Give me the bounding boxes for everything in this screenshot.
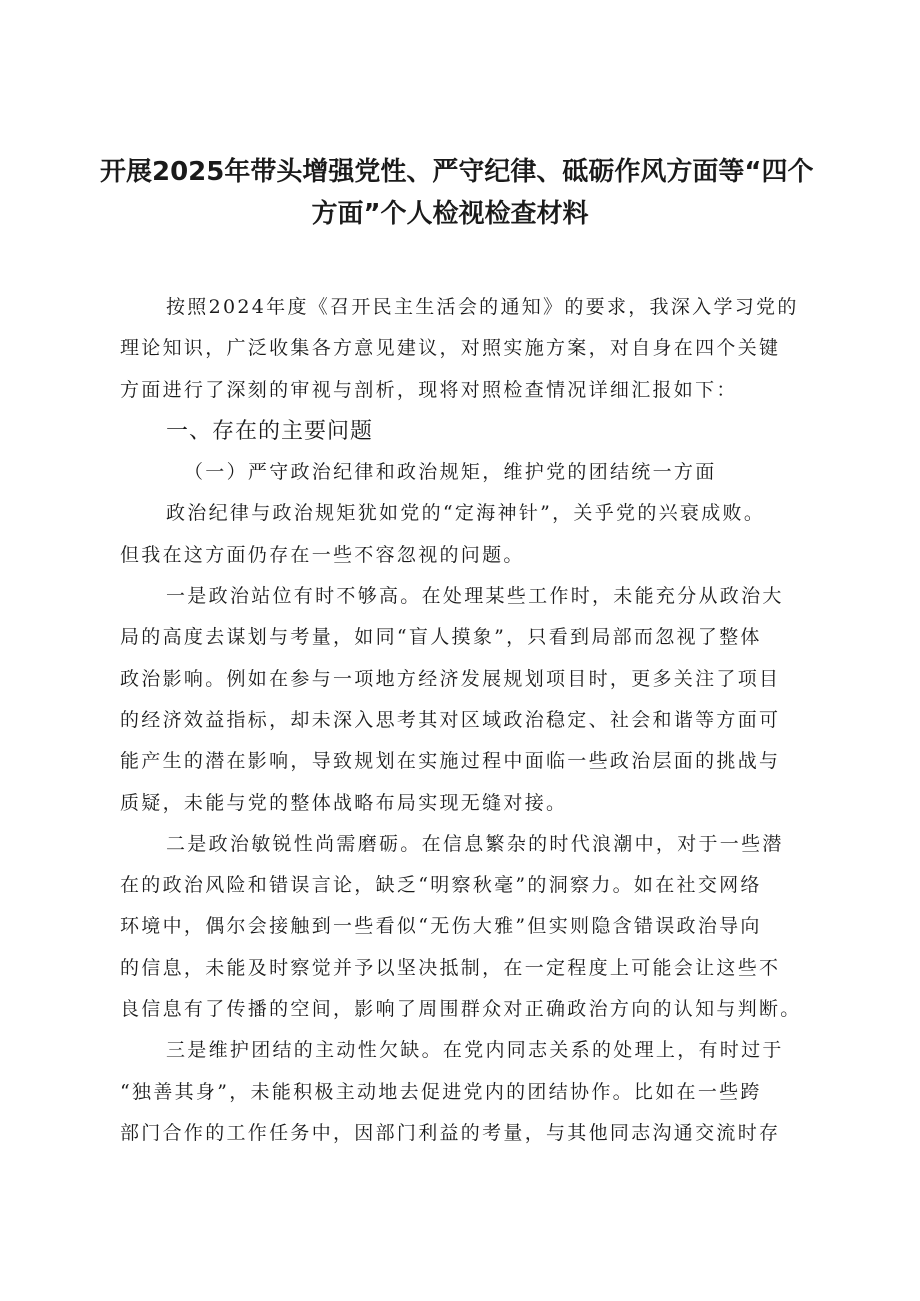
subsection-heading: （一）严守政治纪律和政治规矩，维护党的团结统一方面	[184, 461, 717, 484]
paragraph-line: 三是维护团结的主动性欠缺。在党内同志关系的处理上，有时过于	[166, 1039, 784, 1062]
paragraph-line: 政治影响。例如在参与一项地方经济发展规划项目时，更多关注了项目	[120, 667, 781, 690]
paragraph-line: “独善其身”，未能积极主动地去促进党内的团结协作。比如在一些跨	[120, 1080, 762, 1103]
paragraph-line: 良信息有了传播的空间，影响了周围群众对正确政治方向的认知与判断。	[120, 998, 802, 1021]
paragraph-line: 一是政治站位有时不够高。在处理某些工作时，未能充分从政治大	[166, 585, 784, 608]
paragraph-line: 的经济效益指标，却未深入思考其对区域政治稳定、社会和谐等方面可	[120, 708, 781, 731]
paragraph-line: 二是政治敏锐性尚需磨砺。在信息繁杂的时代浪潮中，对于一些潜	[166, 832, 784, 855]
paragraph-line: 局的高度去谋划与考量，如同“盲人摸象”，只看到局部而忽视了整体	[120, 626, 762, 649]
paragraph-line: 政治纪律与政治规矩犹如党的“定海神针”，关乎党的兴衰成败。	[166, 502, 766, 525]
paragraph-line: 能产生的潜在影响，导致规划在实施过程中面临一些政治层面的挑战与	[120, 750, 781, 773]
paragraph-line: 方面进行了深刻的审视与剖析，现将对照检查情况详细汇报如下：	[120, 378, 738, 401]
paragraph-line: 但我在这方面仍存在一些不容忽视的问题。	[120, 543, 525, 566]
paragraph-line: 环境中，偶尔会接触到一些看似“无伤大雅”但实则隐含错误政治导向	[120, 915, 762, 938]
paragraph-line: 部门合作的工作任务中，因部门利益的考量，与其他同志沟通交流时存	[120, 1121, 781, 1144]
document-title-line-2: 方面”个人检视检查材料	[311, 199, 589, 229]
document-title-line-1: 开展2025年带头增强党性、严守纪律、砥砺作风方面等“四个	[100, 157, 814, 187]
document-body	[120, 287, 830, 1154]
paragraph-line: 在的政治风险和错误言论，缺乏“明察秋毫”的洞察力。如在社交网络	[120, 874, 762, 897]
paragraph-line: 的信息，未能及时察觉并予以坚决抵制，在一定程度上可能会让这些不	[120, 956, 781, 979]
section-heading: 一、存在的主要问题	[166, 418, 374, 444]
paragraph-line: 质疑，未能与党的整体战略布局实现无缝对接。	[120, 791, 568, 814]
paragraph-line: 理论知识，广泛收集各方意见建议，对照实施方案，对自身在四个关键	[120, 337, 781, 360]
paragraph-line: 按照2024年度《召开民主生活会的通知》的要求，我深入学习党的	[166, 296, 799, 318]
